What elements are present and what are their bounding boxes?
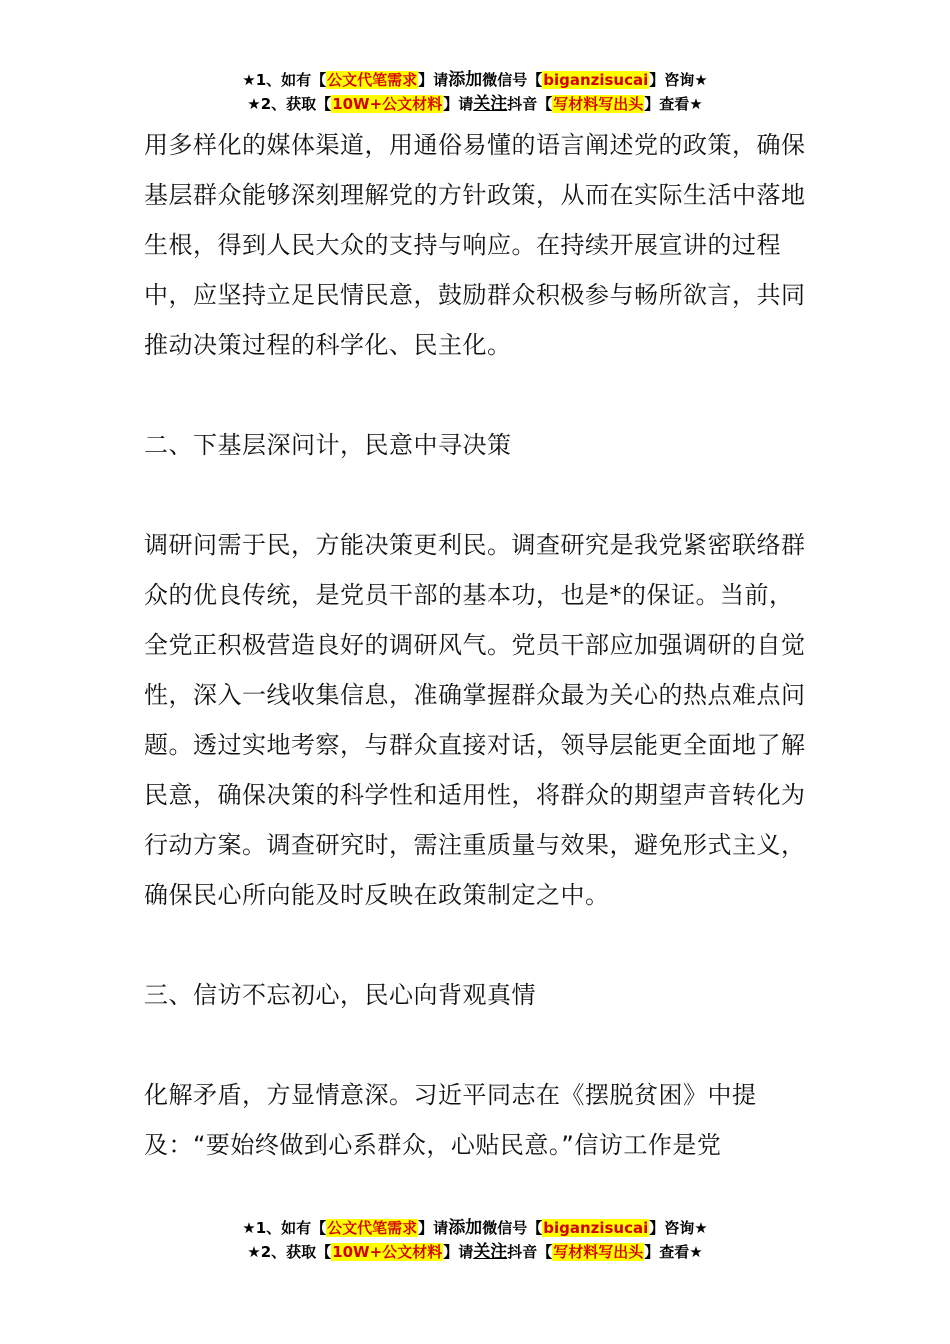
paragraph: 用多样化的媒体渠道，用通俗易懂的语言阐述党的政策，确保基层群众能够深刻理解党的方针政策，从而在实际生活中落地生根，得到人民大众的支持与响应。在持续开展宣讲的过程中，应坚持立足民情民意，鼓励群众积极参与畅所欲言，共同推动决策过程的科学化、民主化。	[144, 131, 806, 359]
banner-highlight: 10W+公文材料	[332, 1243, 443, 1261]
banner-highlight: 写材料写出头	[553, 1243, 644, 1261]
banner-highlight: biganzisucai	[543, 71, 649, 89]
paragraph: 化解矛盾，方显情意深。习近平同志在《摆脱贫困》中提及：“要始终做到心系群众，心贴民意。”信访工作是党	[144, 1081, 757, 1159]
banner-line-1: ★1、如有【公文代笔需求】请添加微信号【biganzisucai】咨询★	[242, 70, 708, 90]
banner-line-2: ★2、获取【10W+公文材料】请关注抖音【写材料写出头】查看★	[247, 1242, 703, 1262]
banner-highlight: 公文代笔需求	[327, 1219, 418, 1237]
section-heading: 二、下基层深问计，民意中寻决策	[144, 431, 512, 459]
banner-highlight: 写材料写出头	[553, 95, 644, 113]
banner-line-2: ★2、获取【10W+公文材料】请关注抖音【写材料写出头】查看★	[247, 94, 703, 114]
header-banner	[0, 68, 950, 116]
banner-line-1: ★1、如有【公文代笔需求】请添加微信号【biganzisucai】咨询★	[242, 1218, 708, 1238]
document-body	[144, 120, 808, 1170]
section-heading: 三、信访不忘初心，民心向背观真情	[144, 981, 536, 1009]
banner-highlight: biganzisucai	[543, 1219, 649, 1237]
banner-highlight: 公文代笔需求	[327, 71, 418, 89]
banner-highlight: 10W+公文材料	[332, 95, 443, 113]
footer-banner	[0, 1216, 950, 1264]
paragraph: 调研问需于民，方能决策更利民。调查研究是我党紧密联络群众的优良传统，是党员干部的基本功，也是*的保证。当前，全党正积极营造良好的调研风气。党员干部应加强调研的自觉性，深入一线收集信息，准确掌握群众最为关心的热点难点问题。透过实地考察，与群众直接对话，领导层能更全面地了解民意，确保决策的科学性和适用性，将群众的期望声音转化为行动方案。调查研究时，需注重质量与效果，避免形式主义，确保民心所向能及时反映在政策制定之中。	[144, 531, 806, 909]
